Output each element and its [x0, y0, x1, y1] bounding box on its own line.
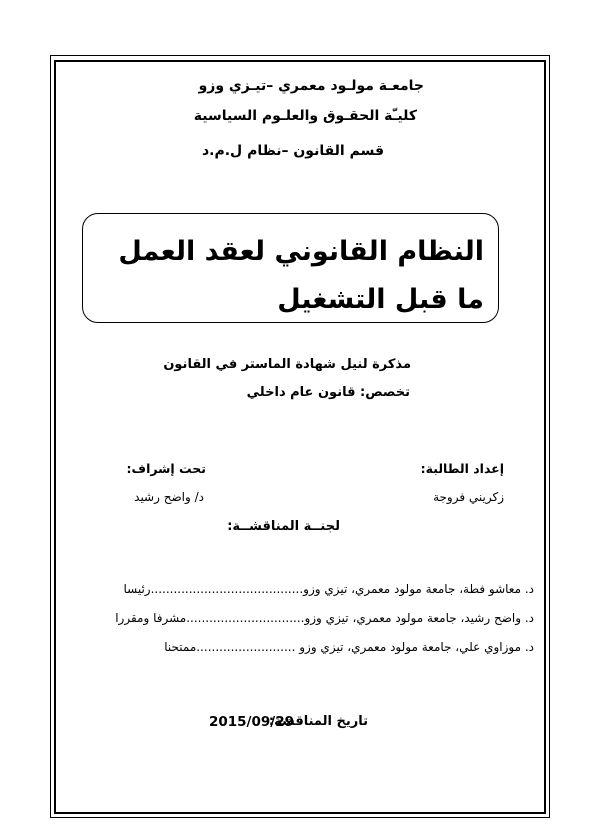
- inner-page-border: [54, 60, 546, 814]
- committee-title: لجنــة المناقشــة:: [227, 519, 340, 534]
- student-name: زكريني فروجة: [433, 490, 504, 504]
- committee-member: د. معاشو فطة، جامعة مولود معمري، تيزي وزو........................................رئيسا: [123, 582, 534, 596]
- faculty-name: كليـّة الحقـوق والعلـوم السياسية: [193, 108, 417, 124]
- committee-member: د. موزاوي علي، جامعة مولود معمري، تيزي وزو ..........................ممتحنا: [164, 640, 534, 654]
- specialization: تخصص: قانون عام داخلي: [246, 385, 410, 400]
- supervised-by-label: تحت إشراف:: [126, 461, 206, 476]
- thesis-title-box: [82, 213, 499, 323]
- supervisor-name: د/ واضح رشيد: [134, 490, 204, 504]
- department-name: قسم القانون –نظام ل.م.د: [201, 143, 384, 159]
- thesis-title: النظام القانوني لعقد العمل ما قبل التشغيل: [118, 236, 484, 315]
- committee-member: د. واضح رشيد، جامعة مولود معمري، تيزي وزو...............................مشرفا ومقررا: [115, 611, 534, 625]
- prepared-by-label: إعداد الطالبة:: [420, 461, 504, 476]
- degree-statement: مذكرة لنيل شهادة الماستر في القانون: [163, 357, 411, 372]
- defense-date-label: تاريخ المناقشة:: [268, 714, 368, 729]
- defense-date: 2015/09/29: [208, 714, 294, 730]
- university-name: جامعـة مولـود معمري –تيـزي وزو: [198, 78, 424, 94]
